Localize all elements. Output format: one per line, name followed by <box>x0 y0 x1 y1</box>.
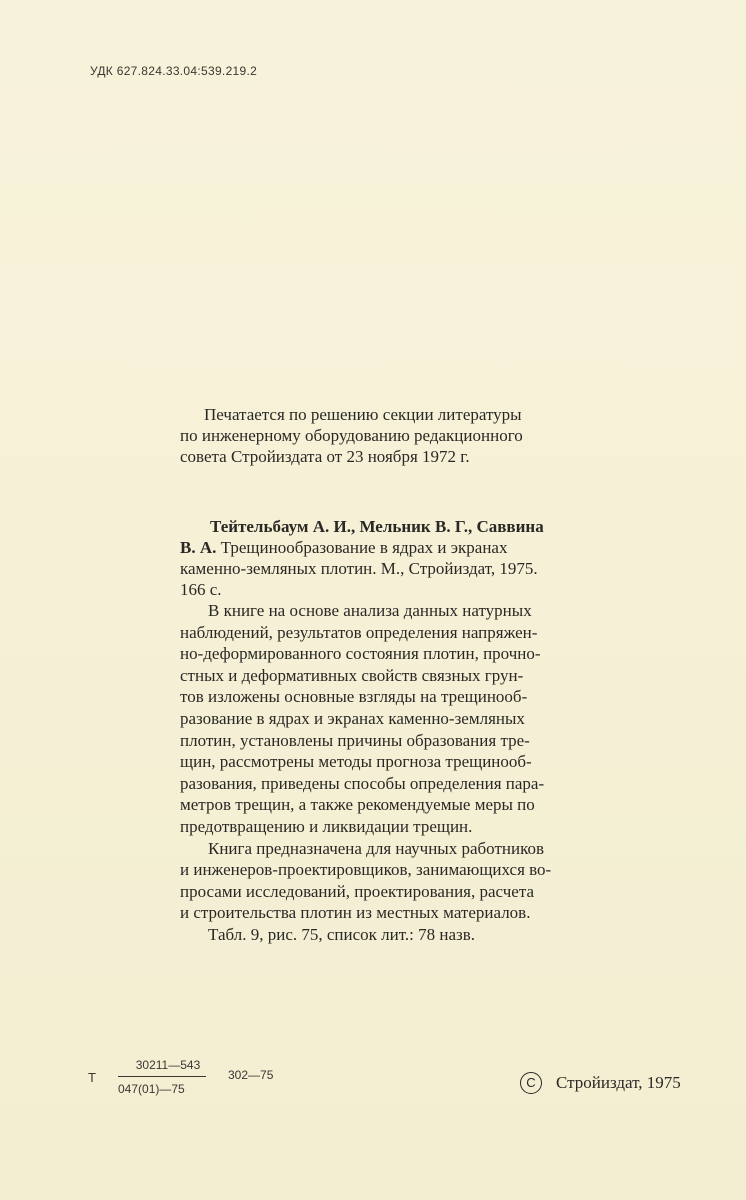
notice-line: совета Стройиздата от 23 ноября 1972 г. <box>180 447 470 466</box>
audience-line: Книга предназначена для научных работников <box>208 838 544 858</box>
audience-line: и инженеров-проектировщиков, занимающихся во- <box>180 860 552 880</box>
udk-code: УДК 627.824.33.04:539.219.2 <box>90 64 258 78</box>
copyright-icon: C <box>520 1072 542 1094</box>
abstract-line: плотин, установлены причины образования тре- <box>180 730 530 750</box>
abstract-line: В книге на основе анализа данных натурных <box>208 601 532 620</box>
abstract-line: наблюдений, результатов определения напряжен- <box>180 622 538 642</box>
notice-line: Печатается по решению секции литературы <box>204 405 522 424</box>
abstract-line: щин, рассмотрены методы прогноза трещинооб- <box>180 752 532 772</box>
abstract-line: предотвращению и ликвидации трещин. <box>180 816 473 836</box>
book-title: Трещинообразование в ядрах и экранах <box>216 538 508 557</box>
abstract-line: разование в ядрах и экранах каменно-земляных <box>180 708 525 728</box>
audience-line: и строительства плотин из местных материалов. <box>180 903 531 923</box>
stats-line: Табл. 9, рис. 75, список лит.: 78 назв. <box>208 924 475 944</box>
abstract-line: тов изложены основные взгляды на трещинооб- <box>180 687 528 707</box>
catalog-numerator: 30211—543 <box>135 1058 201 1072</box>
printing-notice <box>180 404 640 467</box>
page-count: 166 с. <box>180 580 222 599</box>
catalog-denominator: 047(01)—75 <box>118 1082 185 1096</box>
author-initials: В. А. <box>180 538 217 557</box>
abstract-line: но-деформированного состояния плотин, прочно- <box>180 644 541 664</box>
abstract-line: метров трещин, а также рекомендуемые меры по <box>180 795 535 815</box>
abstract-line: стных и деформативных свойств связных грун- <box>180 665 524 685</box>
abstract-line: разования, приведены способы определения пара- <box>180 773 545 793</box>
fraction-divider <box>118 1076 206 1077</box>
copyright-notice <box>520 1072 681 1094</box>
publication-line: каменно-земляных плотин. М., Стройиздат, 1975. <box>180 559 538 578</box>
catalog-number: 302—75 <box>228 1068 274 1082</box>
bibliographic-entry <box>180 516 640 600</box>
notice-line: по инженерному оборудованию редакционного <box>180 426 523 445</box>
authors-line: Тейтельбаум А. И., Мельник В. Г., Саввина <box>210 517 544 536</box>
audience-line: просами исследований, проектирования, расчета <box>180 881 535 901</box>
copyright-publisher: Стройиздат, 1975 <box>556 1073 681 1092</box>
catalog-letter: Т <box>88 1070 96 1085</box>
abstract <box>180 600 640 946</box>
title-line <box>180 537 640 558</box>
